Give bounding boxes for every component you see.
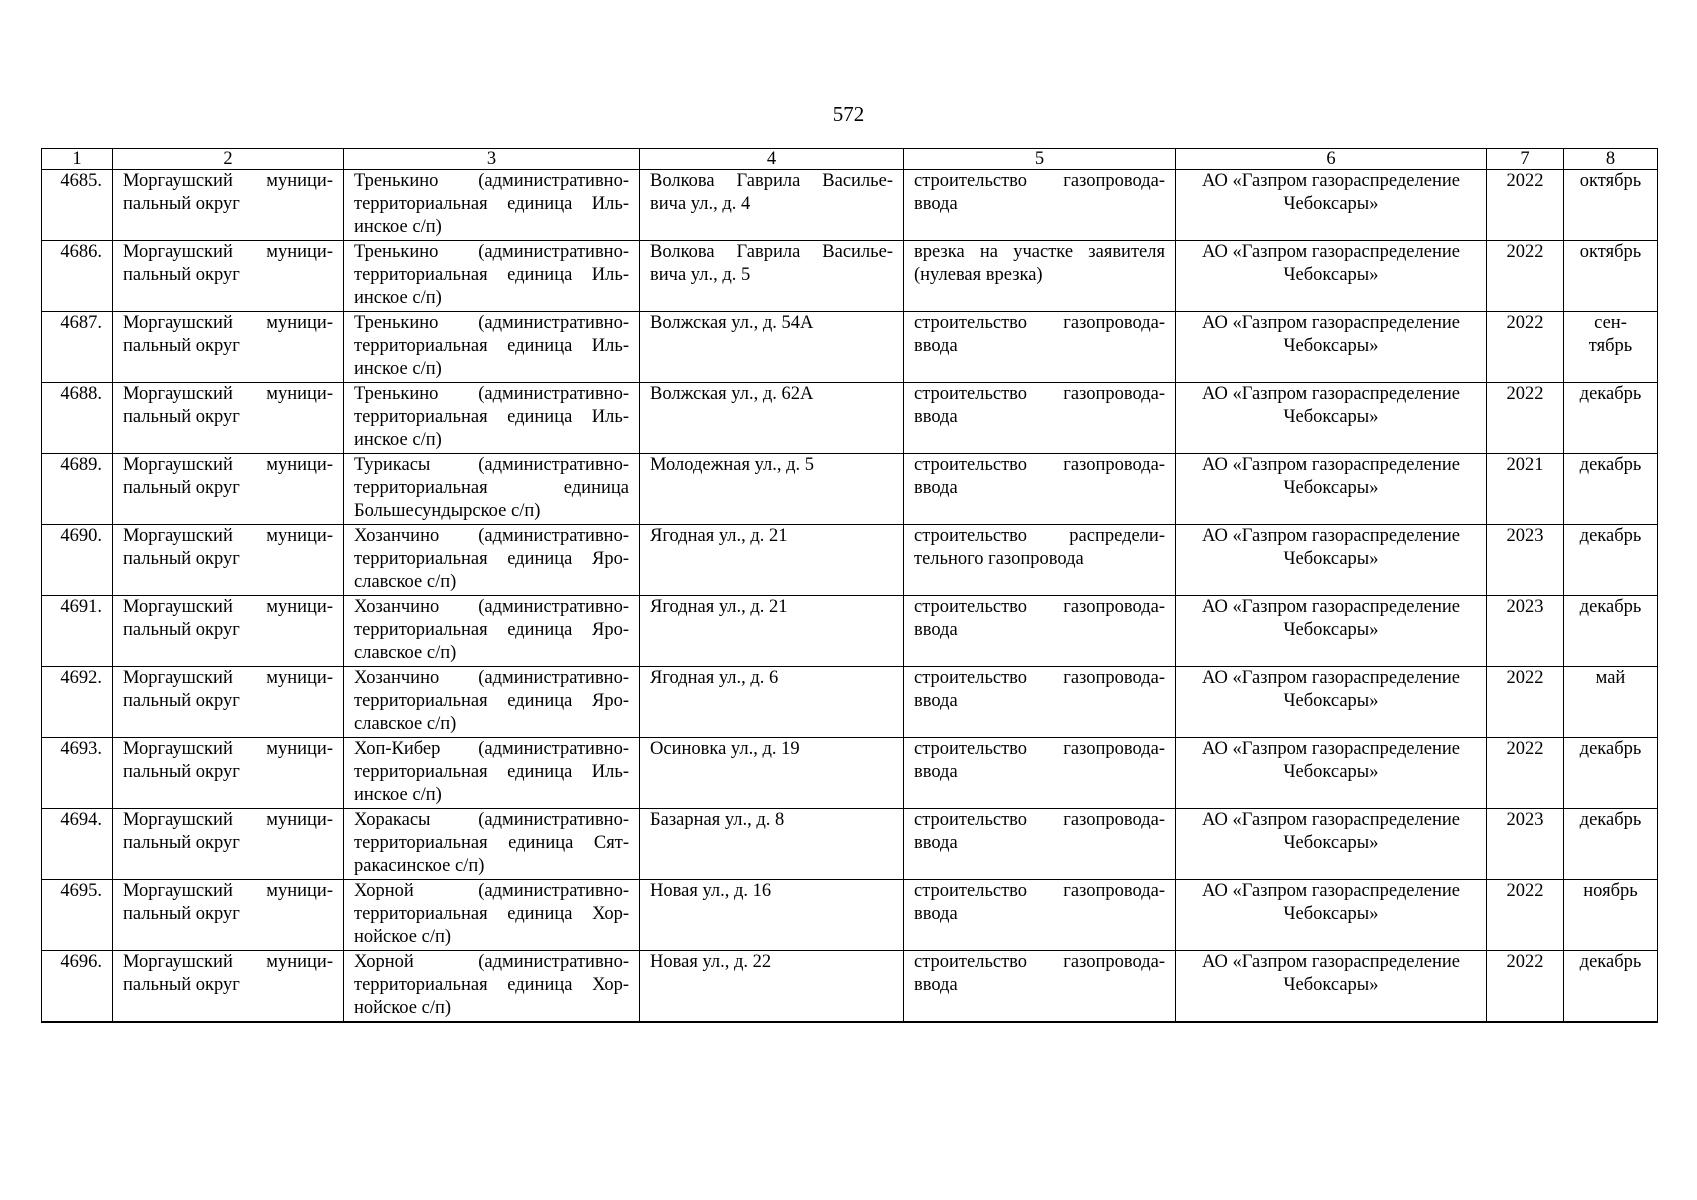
- work-type-cell: строительство газопровода-ввода: [904, 951, 1176, 1023]
- organization-cell: АО «Газпром газораспределение Чебоксары»: [1176, 738, 1487, 809]
- month-cell: сен-тябрь: [1564, 312, 1658, 383]
- column-header: 6: [1176, 149, 1487, 170]
- organization-cell: АО «Газпром газораспределение Чебоксары»: [1176, 241, 1487, 312]
- settlement-cell: Хозанчино (административно-территориальная единица Яро-славское с/п): [344, 525, 640, 596]
- year-cell: 2022: [1487, 170, 1564, 241]
- settlement-cell: Тренькино (административно-территориальная единица Иль-инское с/п): [344, 383, 640, 454]
- organization-cell: АО «Газпром газораспределение Чебоксары»: [1176, 525, 1487, 596]
- table-row: [42, 454, 1658, 525]
- municipality-cell: Моргаушский муници-пальный округ: [113, 596, 344, 667]
- municipality-cell: Моргаушский муници-пальный округ: [113, 667, 344, 738]
- organization-cell: АО «Газпром газораспределение Чебоксары»: [1176, 312, 1487, 383]
- month-cell: декабрь: [1564, 951, 1658, 1023]
- address-cell: Базарная ул., д. 8: [640, 809, 904, 880]
- column-header: 5: [904, 149, 1176, 170]
- municipality-cell: Моргаушский муници-пальный округ: [113, 454, 344, 525]
- address-cell: Молодежная ул., д. 5: [640, 454, 904, 525]
- year-cell: 2022: [1487, 241, 1564, 312]
- organization-cell: АО «Газпром газораспределение Чебоксары»: [1176, 454, 1487, 525]
- organization-cell: АО «Газпром газораспределение Чебоксары»: [1176, 170, 1487, 241]
- row-number: 4694.: [42, 809, 113, 880]
- year-cell: 2023: [1487, 525, 1564, 596]
- settlement-cell: Турикасы (административно-территориальная единица Большесундырское с/п): [344, 454, 640, 525]
- row-number: 4691.: [42, 596, 113, 667]
- municipality-cell: Моргаушский муници-пальный округ: [113, 951, 344, 1023]
- year-cell: 2021: [1487, 454, 1564, 525]
- municipality-cell: Моргаушский муници-пальный округ: [113, 880, 344, 951]
- settlement-cell: Тренькино (административно-территориальная единица Иль-инское с/п): [344, 312, 640, 383]
- address-cell: Ягодная ул., д. 21: [640, 525, 904, 596]
- row-number: 4690.: [42, 525, 113, 596]
- table-row: [42, 951, 1658, 1023]
- work-type-cell: строительство газопровода-ввода: [904, 312, 1176, 383]
- organization-cell: АО «Газпром газораспределение Чебоксары»: [1176, 880, 1487, 951]
- address-cell: Волкова Гаврила Василье-вича ул., д. 4: [640, 170, 904, 241]
- settlement-cell: Хорной (административно-территориальная единица Хор-нойское с/п): [344, 880, 640, 951]
- year-cell: 2022: [1487, 312, 1564, 383]
- month-cell: декабрь: [1564, 525, 1658, 596]
- month-cell: декабрь: [1564, 454, 1658, 525]
- address-cell: Новая ул., д. 22: [640, 951, 904, 1023]
- column-header: 7: [1487, 149, 1564, 170]
- settlement-cell: Хоракасы (административно-территориальная единица Сят-ракасинское с/п): [344, 809, 640, 880]
- year-cell: 2022: [1487, 667, 1564, 738]
- table-row: [42, 312, 1658, 383]
- municipality-cell: Моргаушский муници-пальный округ: [113, 525, 344, 596]
- table-row: [42, 170, 1658, 241]
- work-type-cell: врезка на участке заявителя (нулевая врезка): [904, 241, 1176, 312]
- month-cell: декабрь: [1564, 596, 1658, 667]
- row-number: 4696.: [42, 951, 113, 1023]
- row-number: 4687.: [42, 312, 113, 383]
- municipality-cell: Моргаушский муници-пальный округ: [113, 738, 344, 809]
- column-header: 1: [42, 149, 113, 170]
- organization-cell: АО «Газпром газораспределение Чебоксары»: [1176, 383, 1487, 454]
- address-cell: Волкова Гаврила Василье-вича ул., д. 5: [640, 241, 904, 312]
- column-header: 3: [344, 149, 640, 170]
- month-cell: октябрь: [1564, 241, 1658, 312]
- address-cell: Ягодная ул., д. 6: [640, 667, 904, 738]
- row-number: 4689.: [42, 454, 113, 525]
- work-type-cell: строительство газопровода-ввода: [904, 596, 1176, 667]
- table-row: [42, 667, 1658, 738]
- municipality-cell: Моргаушский муници-пальный округ: [113, 170, 344, 241]
- work-type-cell: строительство газопровода-ввода: [904, 454, 1176, 525]
- table-row: [42, 241, 1658, 312]
- work-type-cell: строительство газопровода-ввода: [904, 738, 1176, 809]
- year-cell: 2022: [1487, 738, 1564, 809]
- work-type-cell: строительство газопровода-ввода: [904, 383, 1176, 454]
- settlement-cell: Хозанчино (административно-территориальная единица Яро-славское с/п): [344, 667, 640, 738]
- column-header: 4: [640, 149, 904, 170]
- organization-cell: АО «Газпром газораспределение Чебоксары»: [1176, 667, 1487, 738]
- municipality-cell: Моргаушский муници-пальный округ: [113, 809, 344, 880]
- address-cell: Осиновка ул., д. 19: [640, 738, 904, 809]
- municipality-cell: Моргаушский муници-пальный округ: [113, 383, 344, 454]
- month-cell: май: [1564, 667, 1658, 738]
- table-row: [42, 880, 1658, 951]
- work-type-cell: строительство газопровода-ввода: [904, 809, 1176, 880]
- registry-table: [41, 148, 1658, 1023]
- table-row: [42, 809, 1658, 880]
- year-cell: 2023: [1487, 809, 1564, 880]
- organization-cell: АО «Газпром газораспределение Чебоксары»: [1176, 951, 1487, 1023]
- year-cell: 2023: [1487, 596, 1564, 667]
- work-type-cell: строительство газопровода-ввода: [904, 880, 1176, 951]
- month-cell: октябрь: [1564, 170, 1658, 241]
- row-number: 4695.: [42, 880, 113, 951]
- work-type-cell: строительство газопровода-ввода: [904, 667, 1176, 738]
- work-type-cell: строительство газопровода-ввода: [904, 170, 1176, 241]
- month-cell: декабрь: [1564, 738, 1658, 809]
- settlement-cell: Тренькино (административно-территориальная единица Иль-инское с/п): [344, 170, 640, 241]
- organization-cell: АО «Газпром газораспределение Чебоксары»: [1176, 809, 1487, 880]
- work-type-cell: строительство распредели-тельного газопровода: [904, 525, 1176, 596]
- address-cell: Волжская ул., д. 62А: [640, 383, 904, 454]
- table-row: [42, 525, 1658, 596]
- row-number: 4688.: [42, 383, 113, 454]
- row-number: 4693.: [42, 738, 113, 809]
- year-cell: 2022: [1487, 383, 1564, 454]
- year-cell: 2022: [1487, 880, 1564, 951]
- month-cell: декабрь: [1564, 383, 1658, 454]
- header-row: [42, 149, 1658, 170]
- table-row: [42, 383, 1658, 454]
- table-row: [42, 738, 1658, 809]
- settlement-cell: Хозанчино (административно-территориальная единица Яро-славское с/п): [344, 596, 640, 667]
- address-cell: Новая ул., д. 16: [640, 880, 904, 951]
- page-number: 572: [832, 102, 865, 126]
- table-row: [42, 596, 1658, 667]
- column-header: 8: [1564, 149, 1658, 170]
- row-number: 4692.: [42, 667, 113, 738]
- settlement-cell: Тренькино (административно-территориальная единица Иль-инское с/п): [344, 241, 640, 312]
- column-header: 2: [113, 149, 344, 170]
- month-cell: ноябрь: [1564, 880, 1658, 951]
- month-cell: декабрь: [1564, 809, 1658, 880]
- row-number: 4685.: [42, 170, 113, 241]
- year-cell: 2022: [1487, 951, 1564, 1023]
- settlement-cell: Хорной (административно-территориальная единица Хор-нойское с/п): [344, 951, 640, 1023]
- municipality-cell: Моргаушский муници-пальный округ: [113, 241, 344, 312]
- settlement-cell: Хоп-Кибер (административно-территориальная единица Иль-инское с/п): [344, 738, 640, 809]
- municipality-cell: Моргаушский муници-пальный округ: [113, 312, 344, 383]
- row-number: 4686.: [42, 241, 113, 312]
- address-cell: Волжская ул., д. 54А: [640, 312, 904, 383]
- address-cell: Ягодная ул., д. 21: [640, 596, 904, 667]
- organization-cell: АО «Газпром газораспределение Чебоксары»: [1176, 596, 1487, 667]
